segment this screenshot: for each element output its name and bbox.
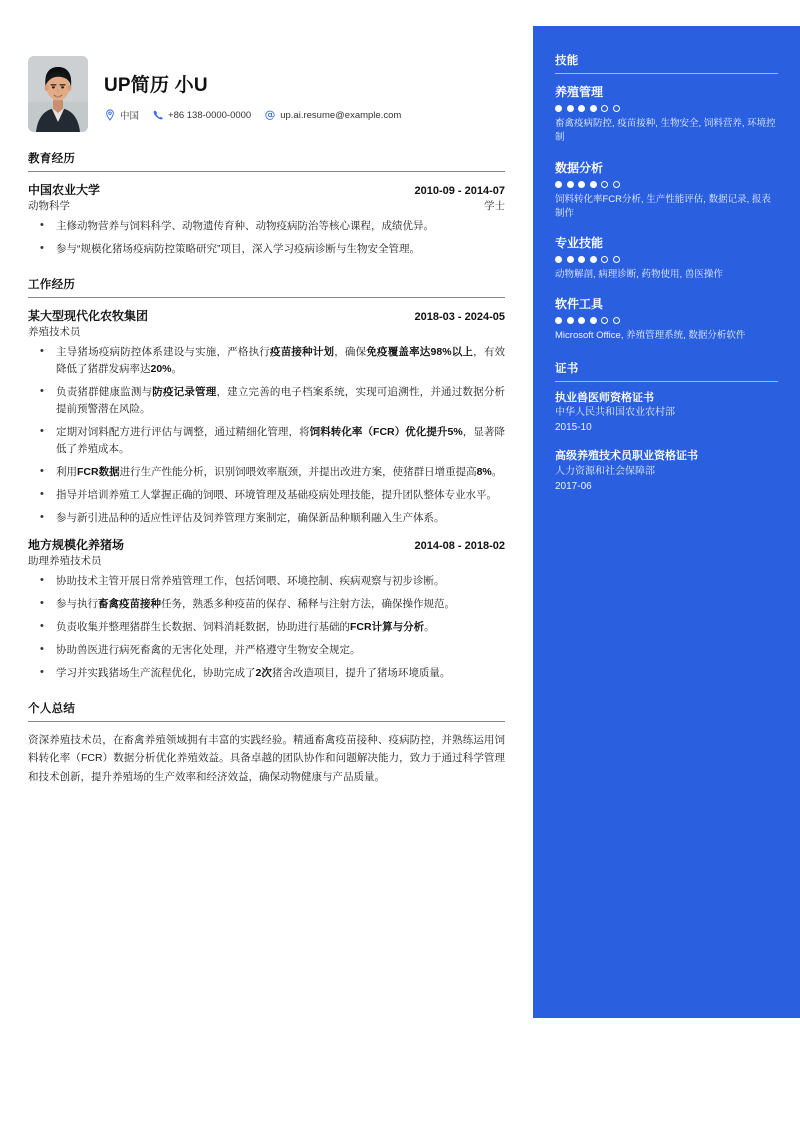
education-title: 教育经历 xyxy=(28,150,505,172)
profile-header xyxy=(28,0,505,132)
list-item: • 主导猪场疫病防控体系建设与实施，严格执行疫苗接种计划，确保免疫覆盖率达98%以上，有效降低了猪群发病率达20%。 xyxy=(28,344,505,378)
sidebar xyxy=(533,26,800,1018)
skill-level-dots xyxy=(555,181,778,188)
skill-item xyxy=(555,83,778,146)
level-dot xyxy=(578,317,585,324)
level-dot xyxy=(555,317,562,324)
job-title: 助理养殖技术员 xyxy=(28,555,102,567)
level-dot xyxy=(567,256,574,263)
entry-head-row xyxy=(28,181,505,198)
sidebar-certs-title: 证书 xyxy=(555,360,778,382)
list-item: • 利用FCR数据进行生产性能分析，识别饲喂效率瓶颈，并提出改进方案，使猪群日增重提高8%。 xyxy=(28,464,505,481)
level-dot xyxy=(567,317,574,324)
cert-name: 高级养殖技术员职业资格证书 xyxy=(555,450,698,463)
cert-issuer: 中华人民共和国农业农村部 xyxy=(555,407,675,419)
entry-sub-row xyxy=(28,198,505,213)
school-name: 中国农业大学 xyxy=(28,183,101,197)
skill-name: 专业技能 xyxy=(555,236,604,250)
contact-item[interactable] xyxy=(104,108,139,122)
sidebar-skills-section xyxy=(555,52,778,344)
work-list xyxy=(28,307,505,682)
work-title: 工作经历 xyxy=(28,276,505,298)
work-bullets xyxy=(28,573,505,682)
location-pin-icon xyxy=(104,109,116,121)
cert-issuer: 人力资源和社会保障部 xyxy=(555,466,655,478)
skill-item xyxy=(555,159,778,222)
level-dot xyxy=(567,105,574,112)
level-dot xyxy=(590,105,597,112)
list-item: • 主修动物营养与饲料科学、动物遗传育种、动物疫病防治等核心课程，成绩优异。 xyxy=(28,218,505,235)
level-dot xyxy=(555,256,562,263)
work-entry xyxy=(28,307,505,527)
level-dot xyxy=(590,256,597,263)
skills-list xyxy=(555,83,778,344)
contact-value: up.ai.resume@example.com xyxy=(280,109,402,121)
phone-icon xyxy=(152,109,164,121)
summary-text: 资深养殖技术员，在畜禽养殖领域拥有丰富的实践经验。精通畜禽疫苗接种、疫病防控，并熟练运用饲料转化率（FCR）数据分析优化养殖效益。具备卓越的团队协作和问题解决能力，致力于通过科学管理和技术创新，提升养殖场的生产效率和经济效益，确保动物健康与产品质量。 xyxy=(28,734,505,783)
cert-name: 执业兽医师资格证书 xyxy=(555,391,654,404)
list-item: • 定期对饲料配方进行评估与调整，通过精细化管理，将饲料转化率（FCR）优化提升5%，显著降低了养殖成本。 xyxy=(28,424,505,458)
cert-date: 2015-10 xyxy=(555,422,592,434)
skill-keywords: Microsoft Office, 养殖管理系统, 数据分析软件 xyxy=(555,330,746,342)
contact-item[interactable] xyxy=(152,109,251,121)
skill-level-dots xyxy=(555,105,778,112)
level-dot xyxy=(555,181,562,188)
skill-item xyxy=(555,234,778,282)
skill-keywords: 饲料转化率FCR分析, 生产性能评估, 数据记录, 报表制作 xyxy=(555,193,771,219)
work-section xyxy=(28,276,505,682)
education-list xyxy=(28,181,505,258)
avatar xyxy=(28,56,88,132)
level-dot xyxy=(578,181,585,188)
entry-head-row xyxy=(28,307,505,324)
list-item: • 负责收集并整理猪群生长数据、饲料消耗数据，协助进行基础的FCR计算与分析。 xyxy=(28,619,505,636)
level-dot xyxy=(590,317,597,324)
skill-name: 数据分析 xyxy=(555,160,604,175)
education-entry xyxy=(28,181,505,258)
work-entry xyxy=(28,536,505,682)
education-date: 2010-09 - 2014-07 xyxy=(414,185,505,197)
contact-value: +86 138-0000-0000 xyxy=(168,109,252,121)
level-dot xyxy=(590,181,597,188)
education-bullets xyxy=(28,218,505,258)
level-dot xyxy=(613,181,620,188)
skill-keywords: 动物解剖, 病理诊断, 药物使用, 兽医操作 xyxy=(555,269,723,280)
summary-title: 个人总结 xyxy=(28,700,505,722)
list-item: • 学习并实践猪场生产流程优化，协助完成了2次猪舍改造项目，提升了猪场环境质量。 xyxy=(28,665,505,682)
major: 动物科学 xyxy=(28,200,70,212)
skill-level-dots xyxy=(555,317,778,324)
cert-date: 2017-06 xyxy=(555,481,592,493)
level-dot xyxy=(613,105,620,112)
list-item: • 负责猪群健康监测与防疫记录管理，建立完善的电子档案系统，实现可追溯性，并通过数据分析提前预警潜在风险。 xyxy=(28,384,505,418)
level-dot xyxy=(613,317,620,324)
skill-item xyxy=(555,295,778,343)
entry-head-row xyxy=(28,536,505,553)
cert-item xyxy=(555,391,778,436)
job-title: 养殖技术员 xyxy=(28,326,81,338)
skill-level-dots xyxy=(555,256,778,263)
list-item: • 协助兽医进行病死畜禽的无害化处理，并严格遵守生物安全规定。 xyxy=(28,642,505,659)
skill-keywords: 畜禽疫病防控, 疫苗接种, 生物安全, 饲料营养, 环境控制 xyxy=(555,118,776,144)
certs-list xyxy=(555,391,778,495)
summary-section xyxy=(28,700,505,786)
level-dot xyxy=(601,181,608,188)
sidebar-skills-title: 技能 xyxy=(555,52,778,74)
work-date: 2018-03 - 2024-05 xyxy=(414,311,505,323)
level-dot xyxy=(613,256,620,263)
education-section xyxy=(28,150,505,258)
skill-name: 养殖管理 xyxy=(555,85,604,99)
list-item: • 协助技术主管开展日常养殖管理工作，包括饲喂、环境控制、疾病观察与初步诊断。 xyxy=(28,573,505,590)
company-name: 某大型现代化农牧集团 xyxy=(28,309,149,323)
level-dot xyxy=(567,181,574,188)
level-dot xyxy=(555,105,562,112)
level-dot xyxy=(578,105,585,112)
contact-value: 中国 xyxy=(120,111,140,122)
level-dot xyxy=(578,256,585,263)
company-name: 地方规模化养猪场 xyxy=(28,538,125,552)
degree: 学士 xyxy=(484,200,505,212)
level-dot xyxy=(601,317,608,324)
list-item: • 参与新引进品种的适应性评估及饲养管理方案制定，确保新品种顺利融入生产体系。 xyxy=(28,510,505,527)
work-date: 2014-08 - 2018-02 xyxy=(414,540,505,552)
list-item: • 指导并培训养殖工人掌握正确的饲喂、环境管理及基础疫病处理技能，提升团队整体专业水平。 xyxy=(28,487,505,504)
work-bullets xyxy=(28,344,505,527)
profile-heading xyxy=(88,56,414,122)
contact-item[interactable] xyxy=(264,109,401,121)
contact-list xyxy=(104,108,414,122)
level-dot xyxy=(601,256,608,263)
cert-item xyxy=(555,449,778,494)
page-title: UP简历 小U xyxy=(104,75,208,96)
email-at-icon xyxy=(264,109,276,121)
skill-name: 软件工具 xyxy=(555,297,604,312)
main-column xyxy=(0,0,533,786)
level-dot xyxy=(601,105,608,112)
list-item: • 参与执行畜禽疫苗接种任务，熟悉多种疫苗的保存、稀释与注射方法，确保操作规范。 xyxy=(28,596,505,613)
sidebar-certs-section xyxy=(555,360,778,495)
list-item: • 参与“规模化猪场疫病防控策略研究”项目，深入学习疫病诊断与生物安全管理。 xyxy=(28,241,505,258)
